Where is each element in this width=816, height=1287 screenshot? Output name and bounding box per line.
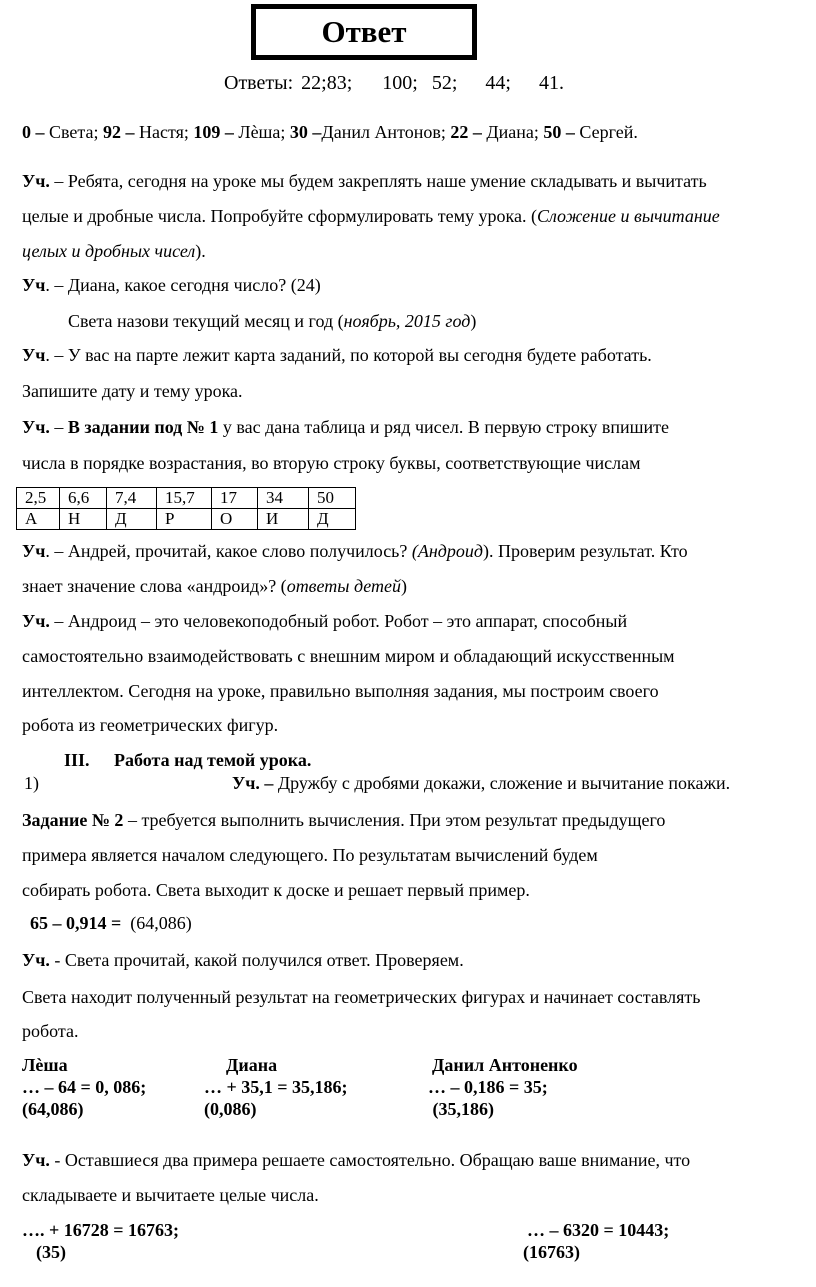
paragraph-line — [22, 274, 321, 296]
table-cell: 7,4 — [107, 488, 157, 509]
text: Запишите дату и тему урока. — [22, 381, 243, 401]
name-number: 0 — [22, 122, 31, 142]
name-sep: – — [31, 122, 49, 142]
student-column — [204, 1054, 348, 1120]
paragraph-line — [22, 714, 278, 736]
student-name: Лѐша — [22, 1055, 68, 1075]
text: целые и дробные числа. Попробуйте сформулировать тему урока. ( — [22, 206, 537, 226]
paragraph-line — [22, 1020, 79, 1042]
student-name: Диана — [226, 1055, 278, 1075]
table-cell: 6,6 — [60, 488, 107, 509]
italic-text: ответы детей — [286, 576, 402, 596]
paragraph-line — [22, 240, 206, 262]
final-example — [523, 1219, 669, 1263]
speaker-label: Уч — [22, 345, 46, 365]
name-sep: – — [120, 122, 139, 142]
paragraph-line — [22, 205, 720, 227]
paragraph-line — [22, 986, 700, 1008]
text: – Ребята, сегодня на уроке мы будем закреплять наше умение складывать и вычитать — [49, 171, 707, 191]
paragraph-line — [22, 879, 530, 901]
name-sep: – — [468, 122, 487, 142]
italic-text: ноябрь, 2015 год — [343, 311, 471, 331]
speaker-label: Уч. — [22, 417, 50, 437]
final-example — [22, 1219, 179, 1263]
paragraph-line — [232, 772, 730, 794]
speaker-label: Уч. — [22, 171, 50, 191]
name: Настя; — [138, 122, 189, 142]
italic-text: (Андроид — [411, 541, 484, 561]
final-expression: …. + 16728 = 16763; — [22, 1220, 180, 1240]
example-expression: 65 – 0,914 = — [30, 913, 122, 933]
section-title — [114, 749, 311, 771]
student-expression: … + 35,1 = 35,186; — [204, 1077, 348, 1097]
text: знает значение слова «андроид»? ( — [22, 576, 287, 596]
name-number: 50 — [543, 122, 562, 142]
name-sep: – — [561, 122, 580, 142]
text: ). Проверим результат. Кто — [483, 541, 688, 561]
paragraph-line — [22, 416, 669, 438]
table-cell: А — [17, 509, 60, 530]
table-cell: Н — [60, 509, 107, 530]
text: ) — [470, 311, 477, 331]
speaker-label: Уч. — [22, 1150, 50, 1170]
name: Данил Антонов; — [321, 122, 446, 142]
page-title: Ответ — [321, 14, 407, 49]
student-column — [428, 1054, 578, 1120]
answer-value: 41. — [538, 72, 564, 94]
paragraph-line — [22, 170, 707, 192]
name: Лѐша; — [238, 122, 286, 142]
table-cell: 34 — [258, 488, 309, 509]
text: складываете и вычитаете целые числа. — [22, 1185, 319, 1205]
section-heading — [64, 749, 90, 771]
text: примера является началом следующего. По результатам вычислений будем — [22, 845, 598, 865]
text: - Оставшиеся два примера решаете самостоятельно. Обращаю ваше внимание, что — [49, 1150, 691, 1170]
text: интеллектом. Сегодня на уроке, правильно выполняя задания, мы построим своего — [22, 681, 659, 701]
text: числа в порядке возрастания, во вторую строку буквы, соответствующие числам — [22, 453, 641, 473]
letters-row — [17, 509, 356, 530]
name: Сергей. — [579, 122, 638, 142]
paragraph-line — [22, 1184, 319, 1206]
text: – Андроид – это человекоподобный робот. Робот – это аппарат, способный — [49, 611, 628, 631]
paragraph-line — [22, 380, 243, 402]
table-cell: 50 — [309, 488, 356, 509]
final-expression: … – 6320 = 10443; — [527, 1220, 670, 1240]
paragraph-line — [22, 610, 627, 632]
name-number: 30 — [289, 122, 308, 142]
paragraph-line — [22, 452, 641, 474]
table-cell: 2,5 — [17, 488, 60, 509]
paragraph-line — [22, 809, 665, 831]
section-number: III. — [64, 750, 90, 770]
sequence-table — [16, 487, 356, 530]
italic-text: целых и дробных чисел — [22, 241, 196, 261]
name-number: 109 — [193, 122, 221, 142]
table-cell: И — [258, 509, 309, 530]
answer-value: 22; — [301, 72, 327, 94]
text: самостоятельно взаимодействовать с внешним миром и обладающий искусственным — [22, 646, 675, 666]
answer-value: 100; — [382, 72, 418, 94]
list-item-number — [24, 772, 39, 794]
name-sep: – — [307, 122, 322, 142]
table-cell: О — [212, 509, 258, 530]
paragraph-line — [68, 310, 476, 332]
text: . – Андрей, прочитай, какое слово получилось? — [45, 541, 412, 561]
name: Диана; — [486, 122, 539, 142]
numbers-row — [17, 488, 356, 509]
text: 1) — [24, 773, 39, 793]
section-title-text: Работа над темой урока. — [114, 750, 312, 770]
speaker-label: Уч. – — [232, 773, 274, 793]
paragraph-line — [22, 540, 688, 562]
paragraph-line — [22, 949, 464, 971]
speaker-label: Уч. — [22, 611, 50, 631]
table-cell: Р — [157, 509, 212, 530]
paragraph-line — [22, 844, 598, 866]
text: Света находит полученный результат на геометрических фигурах и начинает составлять — [22, 987, 701, 1007]
final-result: (16763) — [523, 1242, 580, 1262]
student-column — [22, 1054, 146, 1120]
paragraph-line — [22, 1149, 690, 1171]
paragraph-line — [22, 645, 675, 667]
text: у вас дана таблица и ряд чисел. В первую строку впишите — [218, 417, 669, 437]
name-number: 22 — [450, 122, 469, 142]
name-sep: – — [220, 122, 239, 142]
paragraph-line — [22, 344, 652, 366]
student-expression: … – 0,186 = 35; — [428, 1077, 548, 1097]
text: . – Диана, какое сегодня число? (24) — [45, 275, 321, 295]
text: – требуется выполнить вычисления. При этом результат предыдущего — [123, 810, 666, 830]
answer-value: 44; — [485, 72, 511, 94]
name-number: 92 — [102, 122, 121, 142]
speaker-label: Уч. — [22, 950, 50, 970]
answer-value: 83; — [326, 72, 353, 94]
student-expression: … – 64 = 0, 086; — [22, 1077, 147, 1097]
name: Света; — [49, 122, 99, 142]
student-result: (35,186) — [428, 1099, 494, 1119]
table-cell: 15,7 — [157, 488, 212, 509]
text: – — [49, 417, 68, 437]
answers-line — [224, 72, 564, 95]
final-result: (35) — [36, 1242, 66, 1262]
text: Дружбу с дробями докажи, сложение и вычитание покажи. — [273, 773, 731, 793]
text: - Света прочитай, какой получился ответ. Проверяем. — [49, 950, 464, 970]
answers-label: Ответы: — [224, 72, 294, 94]
task-label: Задание № 2 — [22, 810, 124, 830]
student-result: (0,086) — [204, 1099, 257, 1119]
paragraph-line — [22, 575, 407, 597]
speaker-label: Уч — [22, 275, 46, 295]
text: Света назови текущий месяц и год ( — [68, 311, 344, 331]
italic-text: Сложение и вычитание — [536, 206, 720, 226]
table-cell: 17 — [212, 488, 258, 509]
text: робота из геометрических фигур. — [22, 715, 279, 735]
student-name: Данил Антоненко — [432, 1055, 578, 1075]
text: ) — [401, 576, 408, 596]
example-result: (64,086) — [121, 913, 192, 933]
text: ). — [195, 241, 206, 261]
table-cell: Д — [107, 509, 157, 530]
text: . – У вас на парте лежит карта заданий, по которой вы сегодня будете работать. — [45, 345, 652, 365]
text: собирать робота. Света выходит к доске и решает первый пример. — [22, 880, 530, 900]
bold-text: В задании под № 1 — [67, 417, 219, 437]
paragraph-line — [22, 680, 659, 702]
text: робота. — [22, 1021, 79, 1041]
speaker-label: Уч — [22, 541, 46, 561]
title-box — [251, 4, 477, 60]
student-result: (64,086) — [22, 1099, 84, 1119]
example-line — [30, 912, 192, 934]
answer-value: 52; — [431, 72, 458, 94]
names-line — [22, 121, 638, 143]
table-cell: Д — [309, 509, 356, 530]
